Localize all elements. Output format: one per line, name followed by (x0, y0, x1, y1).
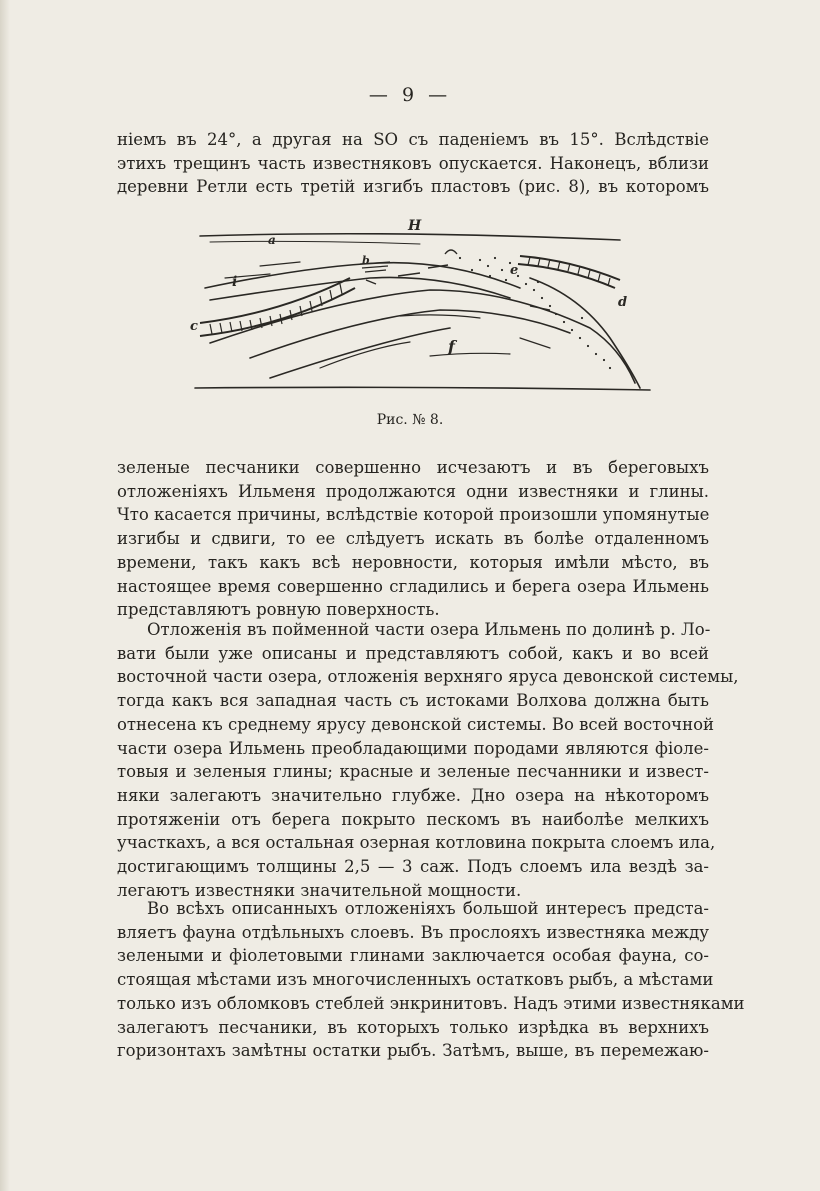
text-line: достигающимъ толщины 2,5 — 3 саж. Подъ слоемъ ила вездѣ за- (117, 857, 709, 877)
text-line: зеленые песчаники совершенно исчезаютъ и въ береговыхъ (117, 458, 709, 477)
label-i: i (232, 274, 238, 290)
paragraph-1 (117, 456, 709, 622)
text-line: деревни Ретли есть третій изгибъ пластовъ (рис. 8), въ которомъ (117, 177, 709, 197)
text-line: ніемъ въ 24°, а другая на SO съ паденіемъ въ 15°. Вслѣдствіе (117, 130, 709, 149)
hatched-band-right (518, 256, 620, 288)
text-line: восточной части озера, отложенія верхняго яруса девонской системы, (117, 667, 739, 687)
layer-line (210, 290, 635, 383)
surface-line-thin (210, 241, 420, 244)
text-line: вляетъ фауна отдѣльныхъ слоевъ. Въ прослояхъ известняка между (117, 922, 709, 942)
text-line: части озера Ильмень преобладающими породами являются фіоле- (117, 738, 709, 758)
fold-diagram-svg (190, 218, 660, 398)
text-line: залегаютъ песчаники, въ которыхъ только изрѣдка въ верхнихъ (117, 1017, 709, 1037)
text-line: только изъ обломковъ стеблей энкринитовъ. Надъ этими известняками (117, 993, 745, 1013)
text-line: няки залегаютъ значительно глубже. Дно озера на нѣкоторомъ (117, 785, 709, 805)
layer-line (320, 342, 410, 368)
text-line: горизонтахъ замѣтны остатки рыбъ. Затѣмъ, выше, въ перемежаю- (117, 1041, 709, 1061)
label-h: H (408, 218, 422, 234)
text-line: Что касается причины, вслѣдствіе которой произошли упомянутые (117, 505, 710, 525)
label-f: f (448, 337, 455, 356)
layer-line (260, 262, 300, 266)
layer-line (400, 315, 480, 318)
text-line: этихъ трещинъ часть известняковъ опускается. Наконецъ, вблизи (117, 153, 709, 173)
layer-line (250, 310, 570, 358)
text-line: представляютъ ровную поверхность. (117, 600, 440, 620)
label-a: a (268, 233, 276, 247)
layer-line (270, 328, 450, 378)
text-line: изгибы и сдвиги, то ее слѣдуетъ искать въ болѣе отдаленномъ (117, 529, 709, 549)
text-line: зелеными и фіолетовыми глинами заключается особая фауна, со- (117, 946, 709, 966)
text-line: времени, такъ какъ всѣ неровности, которыя имѣли мѣсто, въ (117, 552, 709, 572)
paragraph-3 (117, 897, 745, 1063)
text-line: тогда какъ вся западная часть съ истоками Волхова должна быть (117, 691, 709, 711)
label-d: d (618, 295, 628, 310)
paragraph-2 (117, 618, 739, 902)
text-line: стоящая мѣстами изъ многочисленныхъ остатковъ рыбъ, а мѣстами (117, 970, 714, 990)
scattered-marks (366, 250, 550, 310)
text-line: протяженіи отъ берега покрыто пескомъ въ наиболѣе мелкихъ (117, 809, 709, 829)
label-c: c (190, 319, 198, 334)
text-line: отложеніяхъ Ильменя продолжаются одни известняки и глины. (117, 481, 709, 501)
text-line: товыя и зеленыя глины; красные и зеленые песчанники и извест- (117, 762, 709, 782)
layer-line (430, 353, 510, 356)
text-line: легаютъ известняки значительной мощности. (117, 880, 522, 900)
surface-line (200, 234, 620, 240)
figure-caption: Рис. № 8. (376, 412, 444, 428)
figure-8-geological-fold (190, 218, 660, 398)
label-e: e (510, 263, 519, 278)
page-number: — 9 — (368, 84, 452, 106)
text-line: вати были уже описаны и представляютъ собой, какъ и во всей (117, 643, 709, 663)
text-line: Во всѣхъ описанныхъ отложеніяхъ большой интересъ предста- (147, 899, 709, 918)
base-line (195, 387, 650, 390)
text-line: настоящее время совершенно сгладились и берега озера Ильмень (117, 576, 709, 596)
text-line: Отложенія въ пойменной части озера Ильмень по долинѣ р. Ло- (147, 620, 711, 639)
page-edge (0, 0, 10, 1191)
text-line: участкахъ, а вся остальная озерная котловина покрыта слоемъ ила, (117, 833, 716, 853)
text-line: отнесена къ среднему ярусу девонской системы. Во всей восточной (117, 714, 715, 734)
label-b: b (362, 254, 370, 267)
layer-line (210, 277, 510, 300)
intro-text (117, 128, 709, 199)
layer-line (520, 338, 550, 348)
